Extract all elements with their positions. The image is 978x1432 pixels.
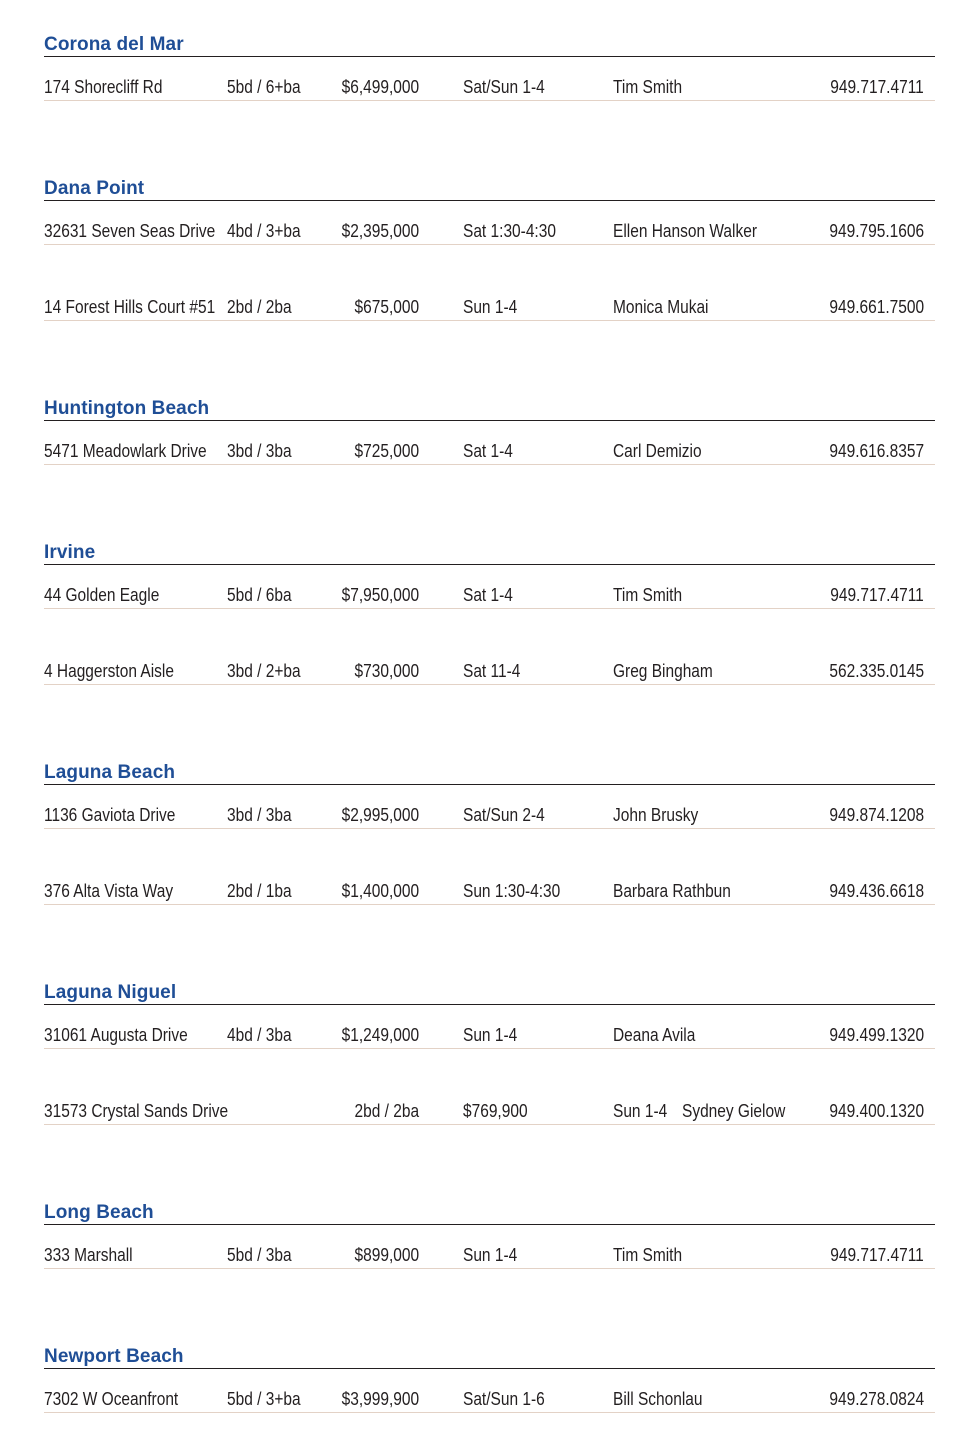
row-divider: [44, 1412, 935, 1413]
listing-row: [44, 296, 935, 326]
heading-divider: [44, 784, 935, 785]
listing-row: [44, 440, 935, 470]
listing-beds-baths: 2bd / 2ba: [227, 297, 292, 317]
city-heading: Huntington Beach: [44, 398, 210, 419]
listing-price: $3,999,900: [341, 1389, 419, 1409]
listing-agent: Tim Smith: [613, 77, 683, 97]
listing-open-house: Sun 1-4: [463, 297, 518, 317]
listing-phone: 949.436.6618: [829, 881, 924, 901]
listing-phone: 949.616.8357: [829, 441, 924, 461]
listing-open-house: Sun 1-4: [463, 1245, 518, 1265]
listing-agent: Deana Avila: [613, 1025, 696, 1045]
listing-address: 7302 W Oceanfront: [44, 1389, 179, 1409]
listing-beds-baths: 2bd / 1ba: [227, 881, 292, 901]
listing-address: 14 Forest Hills Court #51: [44, 297, 216, 317]
listing-phone: 562.335.0145: [829, 661, 924, 681]
listing-agent: Carl Demizio: [613, 441, 702, 461]
listing-price: $730,000: [354, 661, 419, 681]
listing-price: $2,995,000: [341, 805, 419, 825]
listing-price: $725,000: [354, 441, 419, 461]
listing-address: 31061 Augusta Drive: [44, 1025, 188, 1045]
city-heading: Laguna Niguel: [44, 982, 177, 1003]
heading-divider: [44, 1224, 935, 1225]
row-divider: [44, 464, 935, 465]
listing-price: $1,400,000: [341, 881, 419, 901]
listing-open-house: Sat/Sun 2-4: [463, 805, 545, 825]
listing-row: [44, 660, 935, 690]
listing-address: 4 Haggerston Aisle: [44, 661, 174, 681]
listing-row: [44, 1024, 935, 1054]
listing-row: [44, 880, 935, 910]
listing-open-house: Sat 1-4: [463, 441, 513, 461]
listing-agent: Tim Smith: [613, 1245, 683, 1265]
listing-beds-baths: 3bd / 2+ba: [227, 661, 301, 681]
listing-phone: 949.499.1320: [829, 1025, 924, 1045]
listing-address: 32631 Seven Seas Drive: [44, 221, 216, 241]
listing-phone: 949.661.7500: [829, 297, 924, 317]
heading-divider: [44, 420, 935, 421]
listing-phone: 949.278.0824: [829, 1389, 924, 1409]
row-divider: [44, 904, 935, 905]
city-heading: Dana Point: [44, 178, 145, 199]
listing-beds-baths: 5bd / 6ba: [227, 585, 292, 605]
city-heading: Long Beach: [44, 1202, 154, 1223]
listing-open-house: Sun 1:30-4:30: [463, 881, 561, 901]
row-divider: [44, 684, 935, 685]
listing-open-house: Sat 1-4: [463, 585, 513, 605]
city-heading: Corona del Mar: [44, 34, 184, 55]
row-divider: [44, 320, 935, 321]
listing-open-house: Sun 1-4: [613, 1101, 668, 1121]
listing-open-house: Sat 11-4: [463, 661, 521, 681]
listing-row: [44, 1244, 935, 1274]
listing-beds-baths: 5bd / 3ba: [227, 1245, 292, 1265]
row-divider: [44, 608, 935, 609]
listing-row: [44, 1100, 935, 1130]
listing-beds-baths: 2bd / 2ba: [354, 1101, 419, 1121]
listing-agent: Bill Schonlau: [613, 1389, 703, 1409]
row-divider: [44, 100, 935, 101]
listing-beds-baths: 4bd / 3+ba: [227, 221, 301, 241]
row-divider: [44, 1268, 935, 1269]
listing-agent: Ellen Hanson Walker: [613, 221, 757, 241]
listing-agent: Tim Smith: [613, 585, 683, 605]
listing-phone: 949.795.1606: [829, 221, 924, 241]
listing-address: 44 Golden Eagle: [44, 585, 160, 605]
listing-beds-baths: 5bd / 3+ba: [227, 1389, 301, 1409]
listing-phone: 949.874.1208: [829, 805, 924, 825]
listing-address: 174 Shorecliff Rd: [44, 77, 163, 97]
listing-price: $7,950,000: [341, 585, 419, 605]
listing-beds-baths: 3bd / 3ba: [227, 441, 292, 461]
listing-address: 1136 Gaviota Drive: [44, 805, 176, 825]
row-divider: [44, 1124, 935, 1125]
city-heading: Irvine: [44, 542, 96, 563]
listing-row: [44, 220, 935, 250]
listing-beds-baths: 5bd / 6+ba: [227, 77, 301, 97]
row-divider: [44, 244, 935, 245]
listing-agent: Greg Bingham: [613, 661, 713, 681]
heading-divider: [44, 56, 935, 57]
listing-phone: 949.717.4711: [830, 77, 924, 97]
listing-address: 5471 Meadowlark Drive: [44, 441, 207, 461]
heading-divider: [44, 564, 935, 565]
listing-open-house: Sat/Sun 1-4: [463, 77, 545, 97]
listing-phone: 949.400.1320: [829, 1101, 924, 1121]
listing-phone: 949.717.4711: [830, 1245, 924, 1265]
listing-agent: Monica Mukai: [613, 297, 709, 317]
listing-address: 376 Alta Vista Way: [44, 881, 174, 901]
listing-price: $2,395,000: [341, 221, 419, 241]
heading-divider: [44, 1004, 935, 1005]
listing-open-house: Sun 1-4: [463, 1025, 518, 1045]
city-heading: Newport Beach: [44, 1346, 184, 1367]
listing-agent: Barbara Rathbun: [613, 881, 731, 901]
heading-divider: [44, 1368, 935, 1369]
listing-row: [44, 584, 935, 614]
listing-agent: John Brusky: [613, 805, 699, 825]
listing-address: 31573 Crystal Sands Drive: [44, 1101, 229, 1121]
listing-beds-baths: 4bd / 3ba: [227, 1025, 292, 1045]
row-divider: [44, 828, 935, 829]
listing-price: $769,900: [463, 1101, 528, 1121]
listing-agent: Sydney Gielow: [682, 1101, 786, 1121]
listing-open-house: Sat/Sun 1-6: [463, 1389, 545, 1409]
listing-row: [44, 804, 935, 834]
listing-price: $1,249,000: [341, 1025, 419, 1045]
listing-address: 333 Marshall: [44, 1245, 133, 1265]
heading-divider: [44, 200, 935, 201]
listing-row: [44, 76, 935, 106]
listing-phone: 949.717.4711: [830, 585, 924, 605]
listing-price: $675,000: [354, 297, 419, 317]
city-heading: Laguna Beach: [44, 762, 176, 783]
listing-beds-baths: 3bd / 3ba: [227, 805, 292, 825]
listing-price: $6,499,000: [341, 77, 419, 97]
row-divider: [44, 1048, 935, 1049]
listing-price: $899,000: [354, 1245, 419, 1265]
listing-row: [44, 1388, 935, 1418]
listing-open-house: Sat 1:30-4:30: [463, 221, 556, 241]
